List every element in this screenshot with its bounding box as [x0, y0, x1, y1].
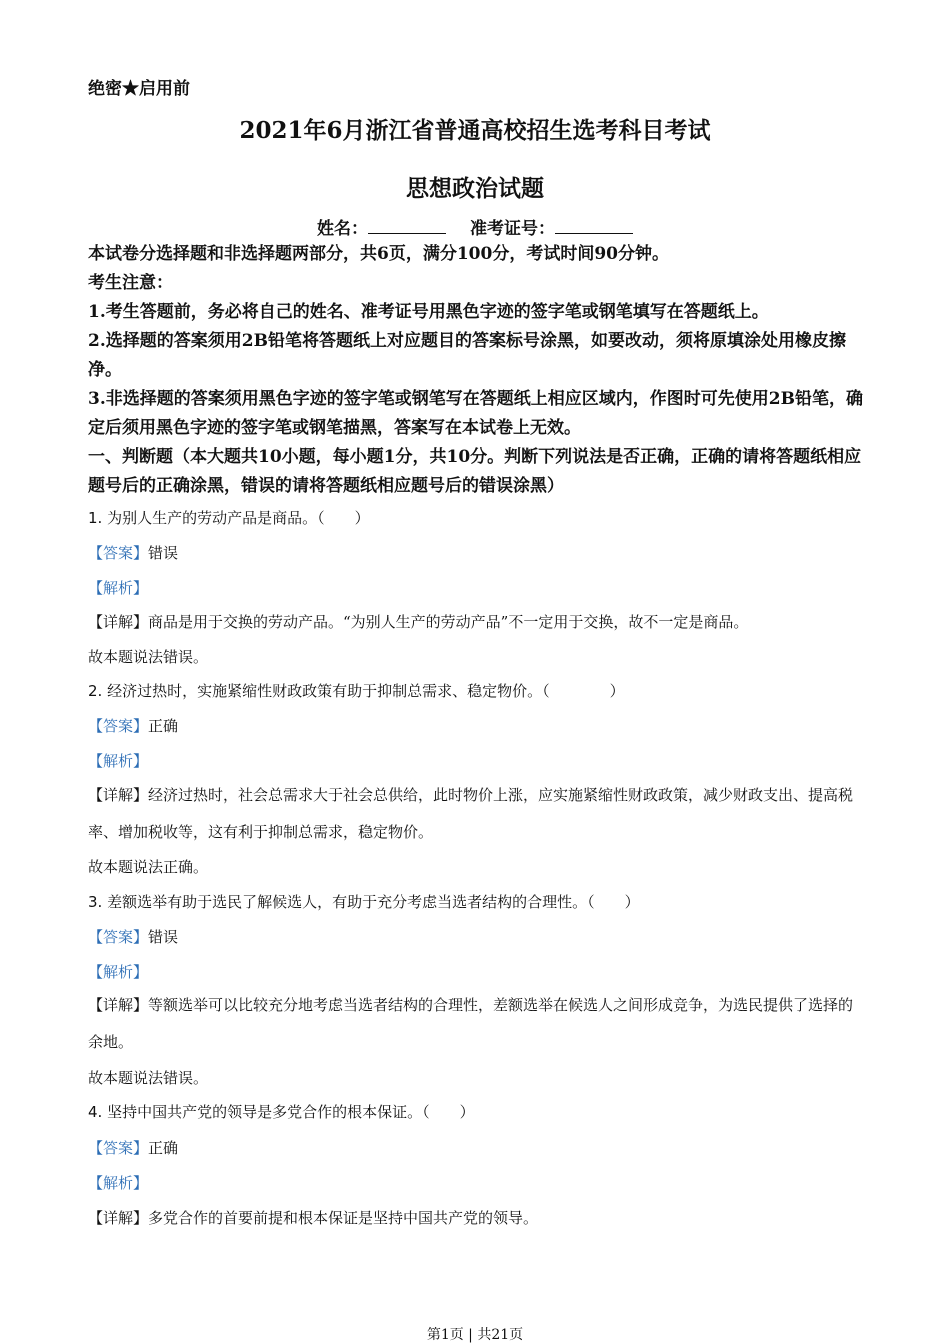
- question-text: 为别人生产的劳动产品是商品。（ ）: [102, 509, 370, 527]
- detail-3: [88, 987, 868, 1061]
- question-text: 坚持中国共产党的领导是多党合作的根本保证。（ ）: [102, 1103, 475, 1121]
- id-label: 准考证号：: [470, 219, 555, 239]
- answer-line-4: [88, 1137, 178, 1158]
- name-label: 姓名：: [317, 219, 368, 239]
- confidential-label: 绝密★启用前: [88, 79, 190, 99]
- candidate-info-row: [0, 214, 950, 239]
- detail-4: [88, 1207, 538, 1228]
- question-1: [88, 507, 370, 528]
- analysis-tag: 【解析】: [88, 963, 149, 981]
- detail-text: 多党合作的首要前提和根本保证是坚持中国共产党的领导。: [148, 1209, 539, 1227]
- detail-tag: 【详解】: [88, 996, 149, 1014]
- notice-item-2: 2.选择题的答案须用2B铅笔将答题纸上对应题目的答案标号涂黑，如要改动，须将原填涂处用橡皮擦净。: [88, 331, 846, 380]
- detail-text: 商品是用于交换的劳动产品。“为别人生产的劳动产品”不一定用于交换，故不一定是商品。: [148, 613, 749, 631]
- exam-intro: 本试卷分选择题和非选择题两部分，共6页，满分100分，考试时间90分钟。: [88, 244, 669, 264]
- notice-item-1: 1.考生答题前，务必将自己的姓名、准考证号用黑色字迹的签字笔或钢笔填写在答题纸上。: [88, 302, 769, 322]
- answer-line-3: [88, 926, 178, 947]
- exam-title: 2021年6月浙江省普通高校招生选考科目考试: [239, 117, 711, 144]
- question-4: [88, 1101, 475, 1122]
- question-number: 2.: [88, 682, 103, 700]
- answer-value: 正确: [148, 717, 179, 735]
- answer-tag: 【答案】: [88, 544, 149, 562]
- conclusion-1: 故本题说法错误。: [88, 648, 209, 666]
- analysis-line-3: [88, 961, 148, 982]
- answer-tag: 【答案】: [88, 717, 149, 735]
- answer-value: 错误: [148, 544, 179, 562]
- notice-item-3: 3.非选择题的答案须用黑色字迹的签字笔或钢笔写在答题纸上相应区域内，作图时可先使用2B铅笔，确定后须用黑色字迹的签字笔或钢笔描黑，答案写在本试卷上无效。: [88, 389, 863, 438]
- analysis-tag: 【解析】: [88, 752, 149, 770]
- question-2: [88, 680, 625, 701]
- question-number: 1.: [88, 509, 103, 527]
- detail-text: 等额选举可以比较充分地考虑当选者结构的合理性，差额选举在候选人之间形成竞争，为选民提供了选择的余地。: [88, 996, 854, 1051]
- answer-tag: 【答案】: [88, 928, 149, 946]
- section-heading: 一、判断题（本大题共10小题，每小题1分，共10分。判断下列说法是否正确，正确的请将答题纸相应题号后的正确涂黑，错误的请将答题纸相应题号后的错误涂黑）: [88, 447, 862, 496]
- detail-tag: 【详解】: [88, 1209, 149, 1227]
- question-text: 差额选举有助于选民了解候选人，有助于充分考虑当选者结构的合理性。（ ）: [102, 893, 640, 911]
- detail-1: [88, 611, 748, 632]
- analysis-tag: 【解析】: [88, 1174, 149, 1192]
- question-number: 3.: [88, 893, 103, 911]
- page-footer: 第1页 | 共21页: [426, 1327, 524, 1343]
- answer-value: 正确: [148, 1139, 179, 1157]
- detail-tag: 【详解】: [88, 613, 149, 631]
- analysis-line-1: [88, 577, 148, 598]
- exam-subject: 思想政治试题: [406, 175, 544, 202]
- question-3: [88, 891, 640, 912]
- conclusion-2: 故本题说法正确。: [88, 858, 209, 876]
- answer-line-2: [88, 715, 178, 736]
- answer-value: 错误: [148, 928, 179, 946]
- detail-tag: 【详解】: [88, 786, 149, 804]
- id-blank: [555, 219, 633, 234]
- analysis-tag: 【解析】: [88, 579, 149, 597]
- notice-title: 考生注意：: [88, 273, 173, 293]
- analysis-line-2: [88, 750, 148, 771]
- question-number: 4.: [88, 1103, 103, 1121]
- answer-tag: 【答案】: [88, 1139, 149, 1157]
- name-blank: [368, 219, 446, 234]
- detail-2: [88, 777, 868, 851]
- analysis-line-4: [88, 1172, 148, 1193]
- question-text: 经济过热时，实施紧缩性财政政策有助于抑制总需求、稳定物价。（ ）: [102, 682, 625, 700]
- answer-line-1: [88, 542, 178, 563]
- conclusion-3: 故本题说法错误。: [88, 1069, 209, 1087]
- detail-text: 经济过热时，社会总需求大于社会总供给，此时物价上涨，应实施紧缩性财政政策，减少财政支出、提高税率、增加税收等，这有利于抑制总需求，稳定物价。: [88, 786, 854, 841]
